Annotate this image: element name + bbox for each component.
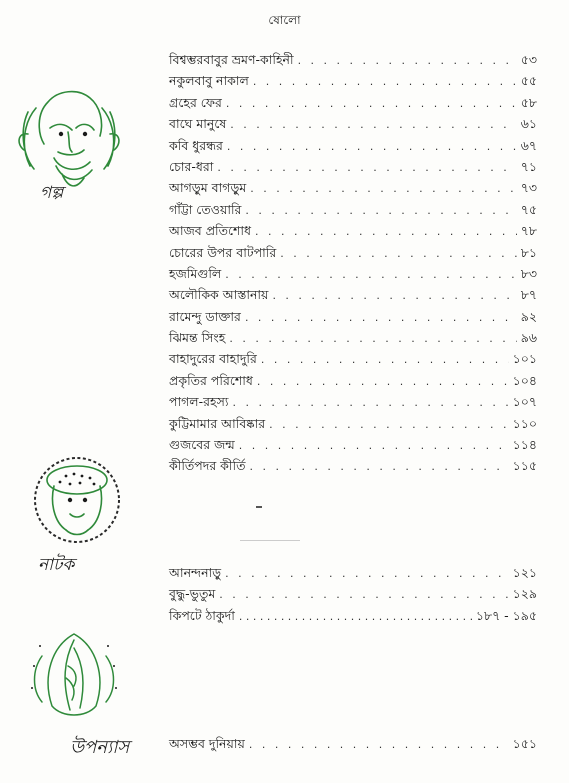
leader-dots [269, 418, 508, 431]
entry-page: ৯৬ [520, 330, 537, 346]
entry-page: ১৫১ [512, 736, 537, 751]
toc-entry[interactable] [169, 437, 537, 458]
entry-page: ৭৩ [520, 180, 537, 196]
entry-page: ১১৫ [512, 458, 537, 474]
entry-title: প্রকৃতির পরিশোধ [169, 372, 253, 388]
leader-dots [245, 204, 516, 217]
leader-dots [253, 75, 517, 88]
toc-entry[interactable] [169, 180, 537, 201]
entry-title: চোর-ধরা [169, 158, 214, 174]
toc-entry[interactable] [169, 245, 537, 266]
entry-page: ৭৮ [520, 223, 537, 239]
illustration-label-stories: গল্প [40, 183, 64, 203]
entry-title: পাগল-রহস্য [169, 394, 229, 410]
illustration-stories [14, 74, 124, 204]
entry-page: ৫৮ [520, 94, 537, 110]
entry-title: বুদ্ধু-ভুতুম [169, 586, 216, 602]
entry-page: ১১০ [512, 415, 537, 431]
toc-entry[interactable] [169, 458, 537, 479]
toc-entry[interactable] [169, 330, 537, 351]
entry-title: অলৌকিক আস্তানায় [169, 287, 269, 303]
entry-title: রামেন্দু ডাক্তার [169, 308, 241, 324]
entry-title: আনন্দনাড়ু [169, 565, 222, 580]
entry-page: ৭১ [520, 158, 537, 174]
toc-entry[interactable] [169, 52, 537, 73]
toc-entry[interactable] [169, 394, 537, 415]
entry-title: আজব প্রতিশোধ [169, 223, 252, 239]
leader-dots [225, 268, 517, 281]
turbaned-face-portrait-icon [30, 452, 124, 548]
toc-entry[interactable] [169, 138, 537, 159]
entry-page: ৯২ [520, 308, 537, 324]
entry-title: গ্রহের ফের [169, 94, 222, 110]
leader-dots [227, 140, 517, 153]
illustration-label-plays: নাটক [38, 555, 75, 575]
toc-entry[interactable] [169, 95, 537, 116]
entry-title: ঝিমন্ত সিংহ [169, 330, 226, 346]
entry-page: ৭৫ [520, 201, 537, 217]
entry-title: কীর্তিপদর কীর্তি [169, 458, 246, 474]
entry-page: ১০৭ [512, 394, 537, 410]
entry-page: ১২১ [512, 565, 537, 580]
leader-dots [225, 567, 509, 580]
toc-entry[interactable] [169, 309, 537, 330]
toc-section-stories [169, 52, 537, 480]
entry-page: ৮৩ [520, 265, 537, 281]
leaf-emblem-icon [22, 626, 126, 726]
entry-title: কিপটে ঠাকুর্দা [169, 607, 235, 623]
toc-entry[interactable] [169, 373, 537, 394]
toc-entry[interactable] [169, 287, 537, 308]
entry-page: ৮১ [520, 244, 537, 260]
leader-dots [226, 97, 517, 110]
leader-dots [245, 311, 517, 324]
entry-title: চোরের উপর বাটপারি [169, 244, 277, 260]
leader-dots [219, 588, 508, 601]
leader-dots [217, 161, 516, 174]
leader-dots [280, 247, 517, 260]
entry-page: ৫৩ [520, 52, 537, 67]
toc-entry[interactable] [169, 159, 537, 180]
entry-title: বাঘে মানুষে [169, 116, 227, 132]
leader-dots [239, 439, 509, 452]
leader-dots [249, 460, 508, 473]
entry-title: গাঁট্টা তেওয়ারি [169, 201, 242, 217]
bearded-man-portrait-icon [14, 74, 124, 204]
entry-page: ১০১ [512, 351, 537, 367]
entry-page: ৫৫ [520, 73, 537, 89]
leader-dots [250, 182, 516, 195]
entry-title: হজমিগুলি [169, 265, 222, 281]
entry-page: ১২৯ [512, 586, 537, 602]
leader-dots [230, 118, 517, 131]
leader-dots [298, 54, 517, 67]
leader-dots [229, 332, 516, 345]
toc-entry[interactable] [169, 586, 537, 607]
toc-entry[interactable] [169, 351, 537, 372]
entry-page: ১০৪ [512, 372, 537, 388]
toc-entry[interactable] [169, 736, 537, 757]
leader-dots [232, 396, 508, 409]
entry-page: ৬৭ [520, 137, 537, 153]
toc-entry[interactable] [169, 416, 537, 437]
toc-entry[interactable] [169, 565, 537, 586]
entry-title: অসম্ভব দুনিয়ায় [169, 736, 245, 751]
toc-entry[interactable] [169, 116, 537, 137]
entry-title: গুজবের জন্ম [169, 437, 235, 453]
leader-dots [249, 738, 509, 751]
page-header: ষোলো [268, 13, 301, 27]
leader-dots [239, 610, 472, 623]
illustration-novels [22, 626, 126, 726]
leader-dots [261, 353, 509, 366]
toc-entry[interactable] [169, 202, 537, 223]
illustration-label-novels: উপন্যাস [70, 737, 130, 758]
entry-title: কুট্টিমামার আবিষ্কার [169, 415, 266, 431]
leader-dots [255, 225, 517, 238]
entry-title: বিশ্বম্ভরবাবুর ভ্রমণ-কাহিনী [169, 52, 294, 67]
entry-page: ১১৪ [512, 437, 537, 453]
entry-title: নকুলবাবু নাকাল [169, 73, 249, 89]
entry-page: ৮৭ [520, 287, 537, 303]
toc-section-plays [169, 565, 537, 629]
toc-entry[interactable] [169, 73, 537, 94]
section-divider-mark [256, 506, 262, 508]
leader-dots [272, 289, 516, 302]
entry-page: ৬১ [520, 116, 537, 132]
toc-entry[interactable] [169, 266, 537, 287]
toc-entry[interactable] [169, 608, 537, 629]
illustration-plays [30, 452, 124, 548]
toc-section-novels [169, 736, 537, 757]
entry-title: কবি ধুরন্ধর [169, 137, 223, 153]
faint-rule [240, 540, 300, 541]
toc-entry[interactable] [169, 223, 537, 244]
entry-title: বাহাদুরের বাহাদুরি [169, 351, 257, 367]
entry-title: আগড়ুম বাগড়ুম [169, 180, 247, 196]
leader-dots [257, 375, 509, 388]
entry-page: ১৮৭ - ১৯৫ [475, 607, 537, 623]
